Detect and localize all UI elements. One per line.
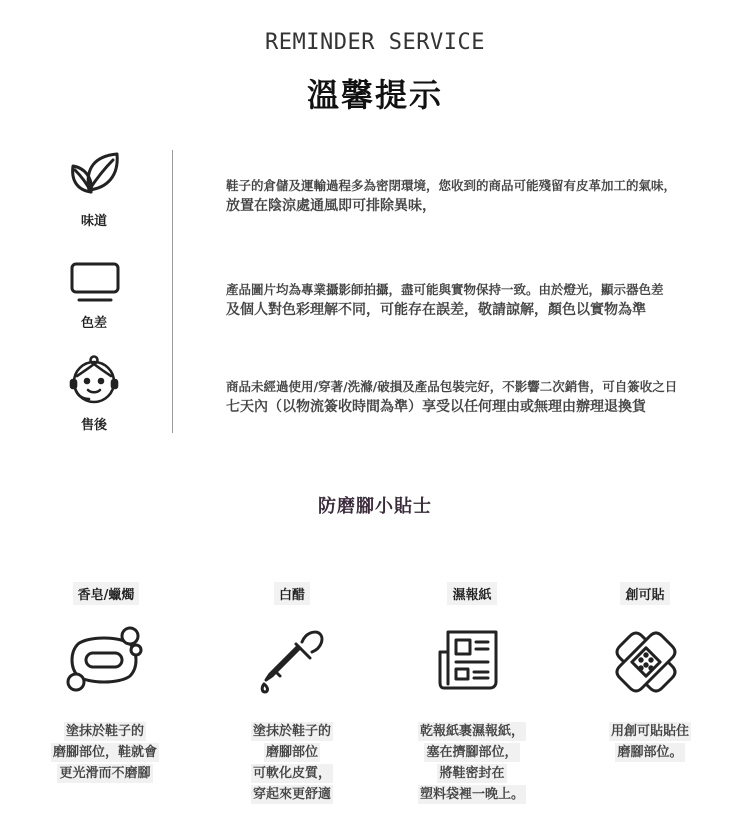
notice-line: 七天內（以物流簽收時間為準）享受以任何理由或無理由辦理退換貨	[226, 399, 646, 415]
tip-line: 磨腳部位。	[617, 745, 683, 760]
tip-desc-bandage	[565, 720, 735, 762]
notice-text-color	[226, 280, 716, 320]
tip-line: 塗抹於鞋子的	[65, 724, 144, 739]
monitor-icon	[67, 258, 123, 314]
notice-text-after-sales	[226, 377, 716, 417]
notice-line: 放置在陰涼處通風即可排除異味，	[226, 198, 436, 214]
header-title-en: REMINDER SERVICE	[265, 30, 485, 55]
header-title-zh: 溫馨提示	[306, 76, 443, 114]
newspaper-icon	[430, 622, 510, 702]
leaf-icon	[67, 150, 123, 206]
tip-line: 塑料袋裡一晚上。	[419, 787, 524, 802]
notice-line: 及個人對色彩理解不同，可能存在誤差，敬請諒解，顏色以實物為準	[226, 302, 646, 318]
notice-line: 鞋子的倉儲及運輸過程多為密閉環境，您收到的商品可能殘留有皮革加工的氣味，	[226, 178, 677, 193]
tip-line: 塞在擠腳部位，	[426, 745, 518, 760]
soap-icon	[64, 622, 144, 702]
dropper-icon	[252, 622, 332, 702]
tip-label-text: 香皂/蠟燭	[73, 582, 140, 605]
tip-line: 乾報紙裹濕報紙，	[419, 724, 524, 739]
tip-line: 可軟化皮質，	[252, 766, 331, 781]
tip-label-vinegar	[212, 582, 372, 605]
tip-desc-vinegar	[207, 720, 377, 804]
tip-line: 塗抹於鞋子的	[252, 724, 331, 739]
notice-line: 產品圖片均為專業攝影師拍攝，盡可能與實物保持一致。由於燈光，顯示器色差	[226, 282, 664, 297]
tip-line: 更光滑而不磨腳	[59, 766, 151, 781]
tip-line: 用創可貼貼住	[610, 724, 689, 739]
tip-label-text: 濕報紙	[447, 582, 496, 605]
notice-label-smell: 味道	[80, 214, 107, 229]
tip-line: 穿起來更舒適	[252, 787, 331, 802]
bandage-icon	[606, 622, 686, 702]
notice-label-after-sales: 售後	[80, 418, 107, 433]
tip-label-newspaper	[392, 582, 552, 605]
tip-label-soap	[26, 582, 186, 605]
tip-desc-newspaper	[387, 720, 557, 804]
tip-line: 將鞋密封在	[439, 766, 505, 781]
tip-label-text: 創可貼	[620, 582, 669, 605]
notice-line: 商品未經過使用/穿著/洗滌/破損及產品包裝完好，不影響二次銷售，可自簽收之日	[226, 379, 678, 394]
tip-line: 磨腳部位	[265, 745, 318, 760]
notice-label-color: 色差	[80, 316, 107, 331]
tip-desc-soap	[20, 720, 190, 783]
tips-title: 防磨腳小貼士	[318, 496, 432, 517]
notice-text-smell	[226, 176, 716, 216]
tip-label-bandage	[565, 582, 725, 605]
section-divider	[172, 150, 173, 433]
tip-line: 磨腳部位，鞋就會	[52, 745, 157, 760]
headset-agent-icon	[67, 352, 123, 408]
tip-label-text: 白醋	[274, 582, 310, 605]
